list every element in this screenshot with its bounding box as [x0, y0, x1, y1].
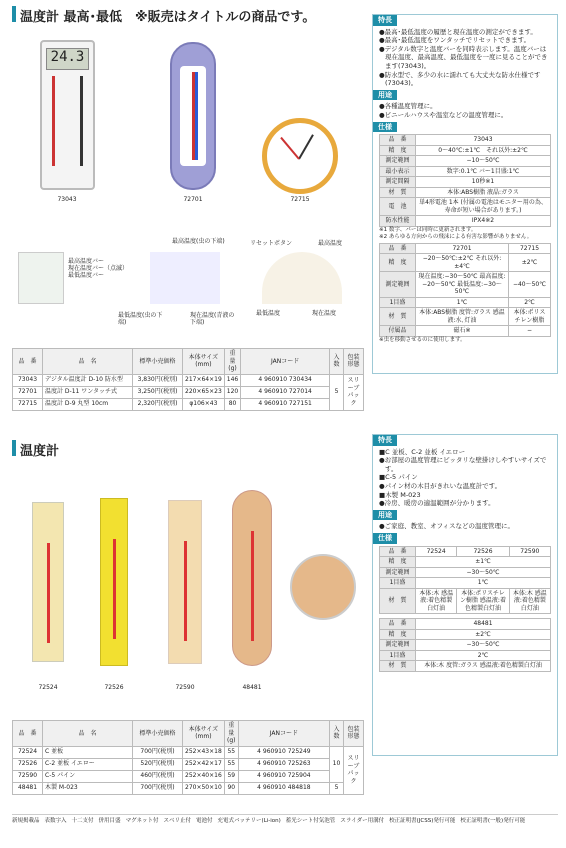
- round-thermometer-image: [262, 118, 338, 194]
- spec-table-72701-72715: 品 番 72701 72715 精 度 −20～50℃:±2℃ それ以外:±4℃ ±2℃ 測定範囲 現在温度:−30～50℃ 最高温度:−20～50℃ 最低温度:−30～50℃ −40～50℃ 1目盛 1℃ 2℃ 材 質 本体:ABS樹脂 度管:ガラス 感温液:水､灯油 本体:ポリスチレン樹脂 付属品 磁石※ −: [379, 243, 551, 337]
- callouts-bars: 最高温度バー 現在温度バー（点滅） 最低温度バー: [68, 258, 129, 279]
- product-code: 72701: [183, 196, 203, 203]
- callout-max: 最高温度(虫の下端): [172, 238, 225, 245]
- spec-table-4: 品 番 48481 精 度 ±2℃ 測定範囲 −30～50℃ 1目盛 2℃ 材 質 本体:木 度管:ガラス 感温液:着色精製白灯油: [379, 618, 551, 672]
- product-code: 73043: [57, 196, 77, 203]
- product-code: 72524: [38, 684, 58, 691]
- product-code: 72526: [104, 684, 124, 691]
- callout-reset: リセットボタン: [250, 240, 292, 247]
- spec-panel-2: 特長 ■ C 並板、C-2 並板 イエロー ● お部屋の温度管理にピッタリな壁掛けしやすいサイズです。 ■ C-5 パイン ● パイン材の木目がきれいな温度計です。 ■ 木製 M-023 ● 冷房、暖房の適温範囲が分かります。 用途 ● ご家庭、教室、オフィスなどの温度管理に。 仕様 品 番 72524 72526 72590 精 度 ±1℃ 測定範囲 −30～50℃ 1目盛 1℃ 材 質 本体:木 感温液:着色精製白灯油 本体:ポリスチレン樹脂 感温液:着色精製白灯油 本体:木 感温液:着色精製白灯油 品 番 48481 精 度 ±2℃ 測定範囲 −30～50℃ 1目盛 2℃ 材 質 本体:木 度管:ガラス 感温液:着色精製白灯油: [372, 434, 558, 756]
- detail-round-image: [262, 252, 342, 304]
- product-code: 72715: [290, 196, 310, 203]
- section-marker: [12, 6, 16, 22]
- spec-table-3: 品 番 72524 72526 72590 精 度 ±1℃ 測定範囲 −30～50℃ 1目盛 1℃ 材 質 本体:木 感温液:着色精製白灯油 本体:ポリスチレン樹脂 感温液:着色精製白灯油 本体:木 感温液:着色精製白灯油: [379, 546, 551, 615]
- spec-panel-1: 特長 ● 最高･最低温度の履歴と現在温度の測定ができます。 ● 最高･最低温度をワンタッチでリセットできます。 ● デジタル数字と温度バーを同時表示します。温度バーは現在温度、最高温度、最低温度を一度に見ることができます(73043)。 ● 防水型で、多少の水に濡れても大丈夫な防水仕様です(73043)。 用途 ● 各種温度管理に。 ● ビニールハウスや温室などの温度管理に。 仕様 品 番 73043 精 度 0～40℃:±1℃ それ以外:±2℃ 測定範囲 −10～50℃ 最小表示 数字:0.1℃ バー1目盛:1℃ 測定間隔 10秒※1 材 質 本体:ABS樹脂 液晶:ガラス 電 池 単4形電池 1本 (付属の電池はモニター用の為、寿命が短い場合があります。) 防水性能 IPX4※2 ※1 数字、バーは同時に更新されます。 ※2 あらゆる方向からの飛沫による有害な影響がありません。 品 番 72701 72715 精 度 −20～50℃:±2℃ それ以外:±4℃ ±2℃ 測定範囲 現在温度:−30～50℃ 最高温度:−20～50℃ 最低温度:−30～50℃ −40～50℃ 1目盛 1℃ 2℃ 材 質 本体:ABS樹脂 度管:ガラス 感温液:水､灯油 本体:ポリスチレン樹脂 付属品 磁石※ − ※虫を移動させるのに使用します。: [372, 14, 558, 374]
- wooden-detail-image: [290, 554, 356, 620]
- section2-title: 温度計: [20, 444, 60, 459]
- product-code: 72590: [175, 684, 195, 691]
- c5-pine-image: [168, 500, 202, 664]
- section1-title: 温度計 最高･最低 ※販売はタイトルの商品です。: [20, 10, 316, 25]
- callout-round-current: 現在温度: [312, 310, 337, 317]
- onetouch-thermometer-image: [170, 42, 216, 190]
- callout-round-max: 最高温度: [318, 240, 343, 247]
- detail-bar-image: [18, 252, 64, 304]
- product-code: 48481: [242, 684, 262, 691]
- detail-onetouch-image: [150, 252, 220, 304]
- m023-wooden-image: [232, 490, 272, 666]
- product-table-2: 品 番 品 名 標準小売価格 本体サイズ(mm) 重量(g) JANコード 入数 包装形態 72524 C 並板 700円(税別) 252×43×18 55 4 960910 725249 10 スリーブパック 72526 C-2 並板 イエロー 520円(税別) 252×42×17 55 4 960910 725263 72590 C-5 パイン 460円(税別) 252×40×16 59 4 960910 725904 48481 木製 M-023 700円(税別) 270×50×10 90 4 960910 484818 5: [12, 720, 364, 795]
- callout-round-min: 最低温度: [256, 310, 281, 317]
- icon-legend: 新規掲載品 表数字入 十二支付 併用目盛 マグネット付 スベリ止付 電池付 充電式バッテリー(Li-ion) 蓄光シート付気泡管 スライダー用溝付 校正証明書(JCSS)発行可能 校正証明書(一般)発行可能: [12, 814, 558, 825]
- callout-min: 最低温度(虫の下端): [118, 312, 163, 326]
- c2-yellow-image: [100, 498, 128, 666]
- c-namiita-image: [32, 502, 64, 662]
- callout-current: 現在温度(青液の下端): [190, 312, 235, 326]
- spec-table-73043: 品 番 73043 精 度 0～40℃:±1℃ それ以外:±2℃ 測定範囲 −10～50℃ 最小表示 数字:0.1℃ バー1目盛:1℃ 測定間隔 10秒※1 材 質 本体:ABS樹脂 液晶:ガラス 電 池 単4形電池 1本 (付属の電池はモニター用の為、寿命が短い場合があります。) 防水性能 IPX4※2: [379, 134, 551, 227]
- section-marker: [12, 440, 16, 456]
- product-table-1: 品 番 品 名 標準小売価格 本体サイズ(mm) 重量(g) JANコード 入数 包装形態 73043 デジタル温度計 D-10 防水型 3,830円(税別) 217×64×19 146 4 960910 730434 5 スリーブパック 72701 温度計 D-11 ワンタッチ式 3,250円(税別) 220×65×23 120 4 960910 727014 72715 温度計 D-9 丸型 10cm 2,320円(税別) φ106×43 80 4 960910 727151: [12, 348, 364, 411]
- digital-thermometer-image: 24.3: [40, 40, 95, 190]
